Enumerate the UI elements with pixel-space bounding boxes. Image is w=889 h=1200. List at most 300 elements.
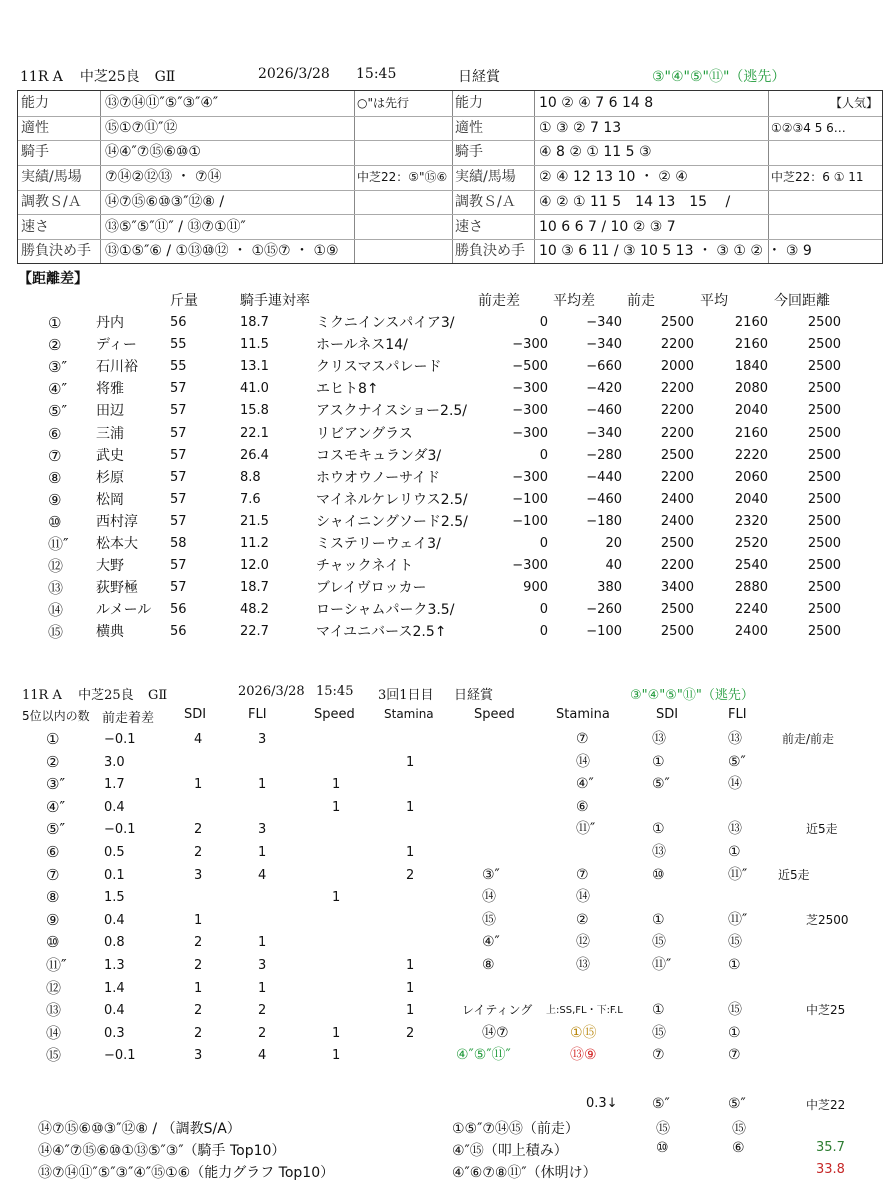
- stats-row: [0, 728, 889, 751]
- row-label-right: 勝負決め手: [455, 243, 525, 260]
- horse-number: ⑪″: [46, 956, 67, 974]
- prev-diff: −100: [512, 513, 548, 529]
- stats-row: [0, 773, 889, 796]
- prev-dist: 2200: [660, 381, 694, 397]
- distance-row: [0, 467, 889, 489]
- row-right-note: [768, 215, 884, 240]
- prev-dist: 2200: [660, 558, 694, 574]
- horse-name: クリスマスパレード: [316, 359, 442, 376]
- jockey-rate: 26.4: [240, 447, 269, 463]
- avg-dist: 2160: [734, 337, 768, 353]
- prev-diff: −300: [512, 469, 548, 485]
- now-dist: 2500: [807, 469, 841, 485]
- sdi-rank: ①: [652, 911, 665, 928]
- prev-diff: −300: [512, 558, 548, 574]
- fli-count: 3: [258, 732, 267, 747]
- prev-dist: 3400: [660, 580, 694, 596]
- distance-row: [0, 577, 889, 599]
- speed-rank: ⑧: [482, 957, 495, 973]
- avg-dist: 2160: [734, 425, 768, 441]
- sdi-count: 2: [194, 822, 203, 838]
- horse-name: マイネルケレリウス2.5/: [316, 491, 468, 508]
- summary-rfli-1: ⑥: [732, 1140, 745, 1156]
- weight: 57: [170, 558, 187, 574]
- fli-rank: ⑦: [728, 1047, 741, 1064]
- prev-diff: 0: [539, 315, 548, 330]
- jockey-rate: 48.2: [240, 602, 269, 618]
- stamina-rank: ⑬⑨: [570, 1047, 597, 1064]
- summary-row: [18, 91, 882, 117]
- avg-diff: −340: [586, 337, 622, 353]
- horse-name: ローシャムパーク3.5/: [316, 602, 455, 619]
- avg-dist: 2080: [734, 381, 768, 397]
- distance-row: [0, 400, 889, 422]
- weight: 57: [170, 381, 187, 397]
- fli-count: 2: [258, 1003, 267, 1019]
- race-number-2: 11R A: [22, 688, 62, 703]
- horse-number: ⑤″: [46, 820, 66, 839]
- jockey-rate: 22.7: [240, 624, 269, 640]
- pace-note-2: ③"④"⑤"⑪"（逃先）: [630, 688, 754, 703]
- prev-margin: 3.0: [104, 754, 125, 770]
- prev-dist: 2200: [660, 469, 694, 485]
- stamina-rank: ⑭: [576, 889, 590, 906]
- prev-dist: 2200: [660, 337, 694, 353]
- fli-count: 4: [258, 1048, 267, 1064]
- avg-dist: 2320: [734, 513, 768, 529]
- extra-rfli-2: ⑮: [732, 1121, 746, 1137]
- avg-diff-header: 平均差: [553, 293, 595, 309]
- sdi-rank: ①: [652, 821, 665, 838]
- prev-diff: 0: [539, 447, 548, 463]
- horse-number: ③″: [46, 775, 66, 794]
- prev-dist: 2500: [660, 447, 694, 463]
- now-dist: 2500: [807, 447, 841, 463]
- summary-row: [18, 140, 882, 166]
- prev-margin: 0.4: [104, 799, 125, 815]
- sdi-count: 3: [194, 867, 203, 883]
- horse-number: ⑫: [48, 557, 64, 576]
- jockey-name: ディー: [96, 337, 137, 354]
- prev-diff: 900: [523, 580, 548, 596]
- jockey-name: 武史: [96, 447, 124, 464]
- fli-count: 3: [258, 822, 267, 838]
- stamina-rank: ⑥: [576, 798, 589, 815]
- jockey-rate: 22.1: [240, 425, 269, 441]
- stats-row: [0, 909, 889, 932]
- prev-margin: 1.3: [104, 958, 125, 973]
- row-right-values: 10 ② ④ 7 6 14 8: [539, 95, 654, 111]
- now-dist: 2500: [807, 403, 841, 419]
- sdi-count: 2: [194, 958, 203, 973]
- weight: 57: [170, 447, 187, 463]
- weight: 55: [170, 337, 187, 353]
- row-right-values: ④ 8 ② ① 11 5 ③: [539, 144, 652, 161]
- weight: 57: [170, 425, 187, 441]
- now-dist: 2500: [807, 536, 841, 551]
- prev-dist: 2200: [660, 425, 694, 441]
- weight: 56: [170, 602, 187, 618]
- jockey-rate: 11.2: [240, 536, 269, 551]
- sdi-rank: ⑬: [652, 731, 666, 747]
- weight: 57: [170, 469, 187, 485]
- row-left-note: [354, 140, 452, 165]
- row-label: 騎手: [21, 144, 49, 161]
- horse-number: ⑭: [46, 1023, 62, 1042]
- prev-diff-header: 前走差: [478, 293, 520, 309]
- row-left-values: ⑮①⑦⑪″⑫: [105, 119, 178, 136]
- summary-value-1: 35.7: [816, 1140, 845, 1155]
- summary-row: [18, 116, 882, 142]
- distance-row: [0, 511, 889, 533]
- avg-diff: −340: [586, 315, 622, 330]
- avg-dist-header: 平均: [700, 293, 728, 309]
- avg-diff: −460: [586, 403, 622, 419]
- distance-title: 【距離差】: [18, 271, 88, 287]
- horse-number: ⑧: [46, 888, 60, 907]
- extra-rsdi-2: ⑮: [656, 1121, 670, 1137]
- sdi-count: 2: [194, 935, 203, 951]
- row-left-note: [354, 116, 452, 141]
- fli-header: FLI: [248, 707, 267, 722]
- row-left-values: ⑬⑤″⑤″⑪″ / ⑬⑦①⑪″: [105, 218, 246, 235]
- jockey-name: 荻野極: [96, 580, 138, 597]
- prev-margin-header: 前走着差: [102, 711, 155, 726]
- stamina-count: 1: [406, 799, 415, 815]
- now-dist-header: 今回距離: [774, 293, 830, 309]
- stamina-count: 1: [406, 958, 415, 973]
- avg-diff: −260: [586, 602, 622, 618]
- stamina-rank: ⑦: [576, 731, 589, 747]
- row-right-note: ①②③4 5 6…: [771, 120, 846, 135]
- prev-diff: −500: [512, 359, 548, 375]
- fli-count: 1: [258, 845, 267, 860]
- distance-row: [0, 423, 889, 445]
- jockey-rate: 11.5: [240, 337, 269, 353]
- fli-rank: ①: [728, 1024, 741, 1041]
- stamina-rank-header: Stamina: [556, 707, 610, 722]
- stamina-count: 1: [406, 980, 415, 996]
- horse-number: ⑧: [48, 468, 62, 487]
- prev-margin: −0.1: [104, 732, 136, 747]
- row-tag: 近5走: [806, 822, 838, 837]
- summary-left-2: ⑭④″⑦⑮⑥⑩①⑬⑤″③″（騎手 Top10）: [38, 1143, 286, 1159]
- sdi-count: 1: [194, 912, 203, 928]
- race-name-2: 日経賞: [454, 688, 494, 703]
- row-right-note: [768, 140, 884, 165]
- horse-number: ④″: [46, 797, 66, 816]
- fli-count: 3: [258, 958, 267, 973]
- speed-rank-header: Speed: [474, 707, 515, 722]
- row-right-note: 中芝22：6 ① 11: [771, 170, 864, 185]
- race-header: [20, 66, 175, 86]
- fli-count: 1: [258, 980, 267, 996]
- jockey-name: 松岡: [96, 491, 124, 508]
- stats-row: [0, 977, 889, 1000]
- summary-right-1: ①⑤″⑦⑭⑮（前走）: [452, 1121, 579, 1137]
- row-label: 速さ: [21, 218, 49, 235]
- avg-dist: 2160: [734, 315, 768, 330]
- row-label-right: 騎手: [455, 144, 483, 161]
- horse-number: ②: [48, 336, 62, 355]
- speed-rank: ④″: [482, 934, 500, 951]
- avg-dist: 2880: [734, 580, 768, 596]
- jockey-name: ルメール: [96, 602, 152, 619]
- now-dist: 2500: [807, 491, 841, 507]
- prev-diff: 0: [539, 602, 548, 618]
- prev-margin: 0.1: [104, 867, 125, 883]
- prev-margin: 0.4: [104, 912, 125, 928]
- summary-rsdi-1: ⑩: [656, 1140, 669, 1156]
- stats-row: [0, 999, 889, 1022]
- horse-number: ⑪″: [48, 535, 69, 553]
- fli-rank: ⑬: [728, 731, 742, 747]
- stamina-rank: ⑦: [576, 866, 589, 883]
- horse-name: マイユニバース2.5↑: [316, 624, 447, 641]
- stamina-count: 1: [406, 845, 415, 860]
- prev-dist-header: 前走: [627, 293, 655, 309]
- horse-number: ⑤″: [48, 402, 68, 421]
- fli-rank: ①: [728, 844, 741, 860]
- avg-dist: 2220: [734, 447, 768, 463]
- now-dist: 2500: [807, 381, 841, 397]
- fli-rank: ⑬: [728, 821, 742, 838]
- row-right-note: 【人気】: [829, 96, 878, 110]
- jockey-name: 松本大: [96, 536, 138, 552]
- horse-number: ⑨: [48, 490, 62, 509]
- extra-tag: 中芝22: [806, 1098, 846, 1112]
- fli-rank: ⑭: [728, 776, 742, 793]
- stats-row: [0, 841, 889, 864]
- fli-count: 2: [258, 1025, 267, 1041]
- avg-diff: −180: [586, 513, 622, 529]
- prev-margin: 0.8: [104, 935, 125, 951]
- prev-dist: 2000: [660, 359, 694, 375]
- race-header-2: [22, 684, 167, 703]
- weight: 56: [170, 624, 187, 640]
- row-label: 調教Ｓ/Ａ: [21, 193, 82, 210]
- row-right-values: 10 6 6 7 / 10 ② ③ 7: [539, 218, 676, 235]
- fli-rank: ⑮: [728, 934, 742, 951]
- row-left-values: ⑬⑦⑭⑪″⑤″③″④″: [105, 95, 219, 111]
- horse-number: ⑭: [48, 601, 64, 620]
- summary-row: [18, 239, 882, 264]
- stamina-rank: ⑭: [576, 753, 590, 770]
- speed-count: 1: [332, 890, 341, 906]
- summary-left-3: ⑬⑦⑭⑪″⑤″③″④″⑮①⑥（能力グラフ Top10）: [38, 1165, 335, 1181]
- stats-row: [0, 1044, 889, 1067]
- stamina-count: 1: [406, 754, 415, 770]
- sdi-rank: ①: [652, 753, 665, 770]
- avg-diff: 40: [605, 558, 622, 574]
- jockey-rate-header: 騎手連対率: [240, 293, 310, 309]
- prev-margin: −0.1: [104, 822, 136, 838]
- summary-row: [18, 190, 882, 216]
- stamina-header: Stamina: [384, 707, 434, 721]
- speed-rank: ③″: [482, 866, 500, 883]
- now-dist: 2500: [807, 624, 841, 640]
- fli-count: 1: [258, 777, 267, 793]
- jockey-rate: 18.7: [240, 580, 269, 596]
- horse-name: エヒト8↑: [316, 381, 379, 398]
- row-label-right: 適性: [455, 119, 483, 136]
- sdi-rank: ⑮: [652, 934, 666, 951]
- horse-number: ⑫: [46, 978, 62, 997]
- now-dist: 2500: [807, 513, 841, 529]
- race-grade: GⅡ: [154, 69, 176, 85]
- race-number: 11R A: [20, 69, 63, 85]
- now-dist: 2500: [807, 580, 841, 596]
- stamina-rank: ②: [576, 911, 589, 928]
- horse-name: チャックネイト: [316, 558, 414, 575]
- horse-number: ⑩: [46, 933, 60, 952]
- fli-count: 1: [258, 935, 267, 951]
- speed-rank: ⑭: [482, 889, 496, 906]
- race-date: 2026/3/28: [258, 66, 330, 82]
- avg-diff: 380: [597, 580, 622, 596]
- row-label-right: 調教Ｓ/Ａ: [455, 193, 516, 210]
- stats-row: [0, 818, 889, 841]
- row-label-right: 速さ: [455, 218, 483, 235]
- jockey-rate: 15.8: [240, 403, 269, 419]
- avg-dist: 2040: [734, 403, 768, 419]
- weight: 56: [170, 315, 187, 330]
- prev-dist: 2500: [660, 315, 694, 330]
- horse-name: リビアングラス: [316, 425, 413, 442]
- jockey-rate: 13.1: [240, 359, 269, 375]
- kg-header: 斤量: [170, 293, 198, 309]
- row-right-values: ④ ② ① 11 5 14 13 15 /: [539, 193, 731, 210]
- horse-number: ⑬: [46, 1001, 62, 1020]
- avg-diff: −100: [586, 624, 622, 640]
- jockey-name: 将雅: [96, 381, 124, 398]
- stamina-count: 2: [406, 1025, 415, 1041]
- row-label: 勝負決め手: [21, 243, 91, 260]
- distance-row: [0, 334, 889, 356]
- avg-diff: −460: [586, 491, 622, 507]
- prev-dist: 2400: [660, 491, 694, 507]
- stats-row: [0, 751, 889, 774]
- row-label: 適性: [21, 119, 49, 136]
- avg-dist: 2540: [734, 558, 768, 574]
- extra-rfli: ⑤″: [728, 1096, 746, 1112]
- avg-diff: 20: [605, 536, 622, 551]
- sdi-count: 2: [194, 1025, 203, 1041]
- fli-rank: ⑮: [728, 1002, 742, 1019]
- horse-name: コスモキュランダ3/: [316, 447, 442, 464]
- stats-row: [0, 796, 889, 819]
- speed-rank: ④″⑤″⑪″: [456, 1047, 511, 1064]
- row-tag: 前走/前走: [782, 732, 835, 746]
- prev-dist: 2500: [660, 602, 694, 618]
- fli-rank: ⑤″: [728, 753, 746, 770]
- prev-diff: −300: [512, 403, 548, 419]
- distance-row: [0, 555, 889, 577]
- row-right-note: [768, 190, 884, 215]
- summary-left-1: ⑭⑦⑮⑥⑩③″⑫⑧ / （調教S/A）: [38, 1121, 241, 1137]
- avg-dist: 2400: [734, 624, 768, 640]
- fli-rank-header: FLI: [728, 707, 747, 722]
- prev-margin: 0.3: [104, 1025, 125, 1041]
- prev-margin: 1.7: [104, 777, 125, 793]
- stamina-rank: ①⑮: [570, 1024, 597, 1041]
- distance-row: [0, 445, 889, 467]
- race-round-2: 3回1日目: [378, 688, 434, 703]
- pace-note: ③"④"⑤"⑪"（逃先）: [652, 69, 786, 85]
- horse-number: ⑥: [46, 843, 60, 861]
- row-left-note: [354, 190, 452, 215]
- summary-right-2: ④″⑮（叩上積み）: [452, 1143, 568, 1159]
- row-left-values: ⑭④″⑦⑮⑥⑩①: [105, 144, 201, 161]
- weight: 58: [170, 536, 187, 551]
- speed-count: 1: [332, 1048, 341, 1064]
- prev-dist: 2400: [660, 513, 694, 529]
- prev-diff: −300: [512, 425, 548, 441]
- now-dist: 2500: [807, 602, 841, 618]
- horse-number: ⑨: [46, 910, 60, 929]
- row-label-right: 能力: [455, 95, 483, 111]
- avg-diff: −440: [586, 469, 622, 485]
- row-tag: 中芝25: [806, 1003, 846, 1018]
- weight: 57: [170, 580, 187, 596]
- prev-diff: −100: [512, 491, 548, 507]
- race-grade-2: GⅡ: [147, 688, 168, 703]
- horse-number: ⑮: [48, 623, 64, 642]
- avg-diff: −340: [586, 425, 622, 441]
- jockey-name: 丹内: [96, 315, 124, 331]
- row-left-values: ⑬①⑤″⑥ / ①⑬⑩⑫ ・ ①⑮⑦ ・ ①⑨: [105, 243, 339, 260]
- prev-margin: −0.1: [104, 1048, 136, 1064]
- prev-margin: 1.5: [104, 890, 125, 906]
- fli-rank: ⑪″: [728, 866, 748, 883]
- speed-rank: ⑭⑦: [482, 1024, 509, 1041]
- summary-row: [18, 165, 882, 191]
- sdi-rank-header: SDI: [656, 707, 679, 722]
- avg-dist: 2060: [734, 469, 768, 485]
- row-left-values: ⑭⑦⑮⑥⑩③″⑫⑧ /: [105, 193, 225, 210]
- jockey-name: 横典: [96, 624, 124, 641]
- avg-diff: −660: [586, 359, 622, 375]
- prev-dist: 2500: [660, 536, 694, 551]
- sdi-count: 2: [194, 1003, 203, 1019]
- summary-value-2: 33.8: [816, 1162, 845, 1177]
- now-dist: 2500: [807, 337, 841, 353]
- sdi-rank: ⑤″: [652, 776, 670, 793]
- summary-right-3: ④″⑥⑦⑧⑪″（休明け）: [452, 1165, 597, 1181]
- sdi-count: 1: [194, 777, 203, 793]
- prev-margin: 0.4: [104, 1003, 125, 1019]
- speed-header: Speed: [314, 707, 355, 722]
- weight: 57: [170, 513, 187, 529]
- summary-row: [18, 215, 882, 241]
- stamina-rank: 上:SS,FL・下:F.L: [546, 1005, 623, 1017]
- prev-diff: −300: [512, 337, 548, 353]
- sdi-count: 2: [194, 845, 203, 860]
- weight: 57: [170, 403, 187, 419]
- horse-number: ④″: [48, 380, 68, 399]
- prev-margin: 0.5: [104, 845, 125, 860]
- race-date-2: 2026/3/28: [238, 684, 305, 699]
- prev-diff: 0: [539, 536, 548, 551]
- jockey-name: 杉原: [96, 469, 124, 486]
- row-label: 能力: [21, 95, 49, 111]
- race-time: 15:45: [356, 66, 397, 82]
- stamina-count: 2: [406, 867, 415, 883]
- row-tag: 芝2500: [806, 912, 849, 927]
- row-right-values: ② ④ 12 13 10 ・ ② ④: [539, 169, 688, 186]
- stats-row: [0, 954, 889, 977]
- jockey-rate: 18.7: [240, 315, 269, 330]
